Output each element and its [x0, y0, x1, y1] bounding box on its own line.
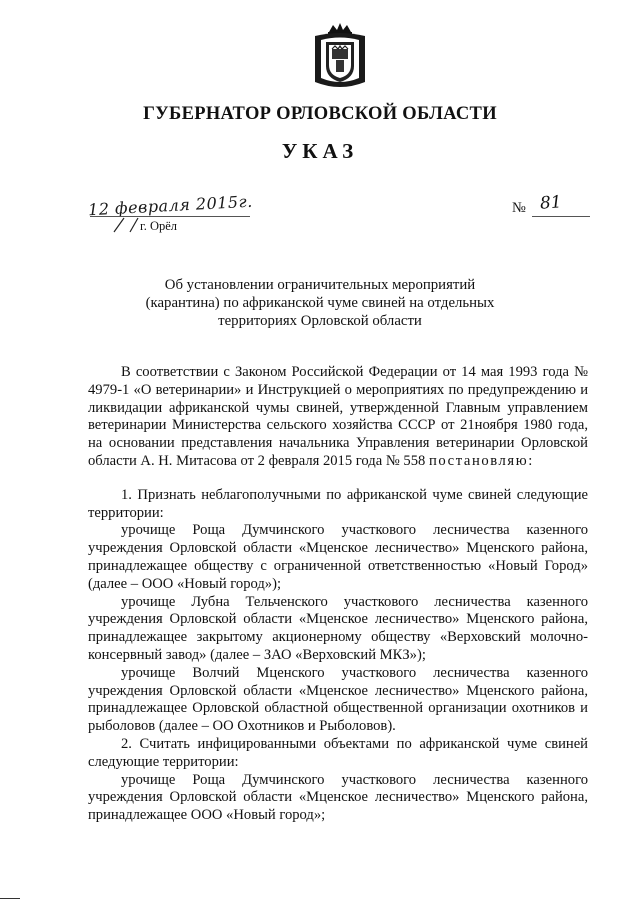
handwritten-number: 81 [539, 192, 563, 214]
number-label: № [512, 200, 526, 216]
issuing-authority: ГУБЕРНАТОР ОРЛОВСКОЙ ОБЛАСТИ [143, 104, 497, 124]
clause-paragraph: урочище Лубна Тельченского участкового лесничества казенного учреждения Орловской области «Мценское лесничество» Мценского района, принадлежащее закрытому акционерному обществу «Верховский молочно-консервный завод» (далее – ЗАО «Верховский МКЗ»); [88, 593, 588, 663]
document-type: УКАЗ [281, 139, 359, 163]
decree-title [120, 276, 520, 330]
scan-edge-mark [0, 898, 20, 899]
coat-of-arms-icon [311, 22, 369, 92]
clause-paragraph: урочище Волчий Мценского участкового лесничества казенного учреждения Орловской области «Мценское лесничество» Мценского района, принадлежащее Орловской областной общественной организации охотников и рыболовов (далее – ОО Охотников и Рыболовов). [88, 664, 588, 735]
clause-paragraph: урочище Роща Думчинского участкового лесничества казенного учреждения Орловской области «Мценское лесничество» Мценского района, принадлежащее обществу с ограниченной ответственностью «Новый Город» (далее – ООО «Новый город»); [88, 522, 588, 592]
city-of-issue: г. Орёл [140, 219, 178, 233]
preamble-paragraph [88, 364, 588, 471]
clause-paragraph: 1. Признать неблагополучными по африканской чуме свиней следующие территории: [88, 486, 588, 521]
title-line: Об установлении ограничительных мероприятий [164, 277, 476, 293]
preamble-text: В соответствии с Законом Российской Федерации от 14 мая 1993 года № 4979-1 «О ветеринарии» и Инструкцией о мероприятиях по предупреждению и ликвидации африканской чумы свиней, утвержденной Главным управлением ветеринарии Министерства сельского хозяйства СССР от 21ноября 1980 года, на основании представления начальника Управления ветеринарии Орловской области А. Н. Митасова от 2 февраля 2015 года № 558 [88, 364, 588, 469]
paragraph-gap [88, 471, 588, 487]
handwritten-date: 12 февраля 2015г. [87, 191, 254, 220]
number-underline [532, 216, 590, 217]
clause-paragraph: урочище Роща Думчинского участкового лесничества казенного учреждения Орловской области «Мценское лесничество» Мценского района, принадлежащее ООО «Новый город»; [88, 771, 588, 824]
clause-paragraph: 2. Считать инфицированными объектами по африканской чуме свиней следующие территории: [88, 735, 588, 770]
title-line: территориях Орловской области [218, 313, 422, 329]
resolve-word: постановляю: [428, 452, 534, 469]
title-line: (карантина) по африканской чуме свиней на отдельных [145, 295, 495, 311]
decree-body [88, 364, 588, 825]
